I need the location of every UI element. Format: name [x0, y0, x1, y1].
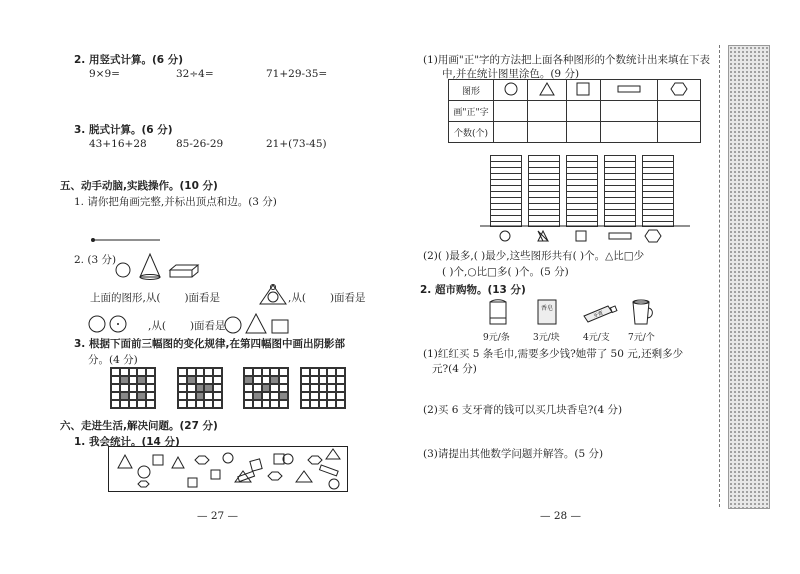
svg-text:牙膏: 牙膏 [592, 310, 605, 320]
bar-column-rectangle[interactable] [604, 155, 636, 227]
row-label: 画"正"字 [449, 101, 494, 122]
circle-views [88, 314, 148, 334]
section-6-title: 六、走进生活,解决问题。(27 分) [60, 420, 218, 432]
shop-q2: (2)买 6 支牙膏的钱可以买几块香皂?(4 分) [423, 404, 623, 416]
shop-q3: (3)请提出其他数学问题并解答。(5 分) [423, 448, 604, 460]
calc-item: 43+16+28 [89, 138, 147, 150]
shop-q1-line1: (1)红红买 5 条毛巾,需要多少钱?她带了 50 元,还剩多少 [423, 348, 684, 360]
tally-table [448, 79, 701, 143]
shape-circle-cell [494, 80, 528, 101]
row-label: 个数(个) [449, 122, 494, 143]
binding-strip [728, 45, 770, 509]
s5-q3: 3. 根据下面前三幅图的变化规律,在第四幅图中画出阴影部 [74, 338, 345, 350]
r-q2-line1: (2)( )最多,( )最少,这些图形共有( )个。△比□少 [423, 250, 645, 262]
tally-cell[interactable] [494, 101, 528, 122]
supermarket-title: 2. 超市购物。(13 分) [420, 284, 526, 296]
bar-column-circle[interactable] [490, 155, 522, 227]
q3-title: 3. 脱式计算。(6 分) [74, 124, 173, 136]
row-label: 图形 [449, 80, 494, 101]
s5-q2-text-3: ,从( )面看是 [148, 320, 226, 332]
count-cell[interactable] [566, 122, 600, 143]
calc-item: 71+29-35= [266, 68, 328, 80]
pattern-grid-1 [110, 367, 156, 409]
tally-cell[interactable] [528, 101, 567, 122]
shape-square-cell [566, 80, 600, 101]
pattern-grid-3 [243, 367, 289, 409]
tally-cell[interactable] [657, 101, 700, 122]
s5-q1: 1. 请你把角画完整,并标出顶点和边。(3 分) [74, 196, 277, 208]
pattern-grid-4-blank[interactable] [300, 367, 346, 409]
tally-cell[interactable] [566, 101, 600, 122]
r-q2-line2: ( )个,○比□多( )个。(5 分) [442, 266, 569, 278]
solid-shapes-figure [112, 250, 202, 280]
shape-hexagon-cell [657, 80, 700, 101]
price-toothpaste: 4元/支 [583, 333, 610, 343]
bar-column-hexagon[interactable] [642, 155, 674, 227]
calc-item: 32÷4= [176, 68, 214, 80]
cup-icon [630, 298, 656, 326]
s5-q2-text: 上面的图形,从( )面看是 [90, 292, 221, 304]
price-cup: 7元/个 [628, 333, 655, 343]
shop-q1-line2: 元?(4 分) [432, 363, 477, 375]
price-towel: 9元/条 [483, 333, 510, 343]
angle-ray [90, 235, 162, 245]
statistics-shapes-box [108, 446, 348, 492]
bar-column-triangle[interactable] [528, 155, 560, 227]
shape-triangle-cell [528, 80, 567, 101]
cut-line [719, 45, 720, 507]
calc-item: 9×9= [89, 68, 120, 80]
page-number-27: — 27 — [197, 510, 239, 522]
s6-q1: 1. 我会统计。(14 分) [74, 436, 180, 448]
calc-item: 21+(73-45) [266, 138, 327, 150]
answer-shape-options [224, 312, 294, 334]
count-cell[interactable] [494, 122, 528, 143]
s5-q3-cont: 分。(4 分) [88, 354, 138, 366]
svg-text:香皂: 香皂 [540, 305, 554, 312]
price-soap: 3元/块 [533, 333, 560, 343]
page-number-28: — 28 — [540, 510, 582, 522]
soap-icon [536, 298, 558, 326]
towel-icon [486, 298, 510, 326]
pattern-grid-2 [177, 367, 223, 409]
r-q1-line1: (1)用画"正"字的方法把上面各种图形的个数统计出来填在下表 [423, 54, 711, 66]
count-cell[interactable] [600, 122, 657, 143]
toothpaste-icon [582, 302, 618, 324]
tally-cell[interactable] [600, 101, 657, 122]
calc-item: 85-26-29 [176, 138, 224, 150]
q2-title: 2. 用竖式计算。(6 分) [74, 54, 184, 66]
count-cell[interactable] [528, 122, 567, 143]
s5-q2: 2. (3 分) [74, 254, 117, 266]
section-5-title: 五、动手动脑,实践操作。(10 分) [60, 180, 218, 192]
r-q1-line2: 中,并在统计图里涂色。(9 分) [442, 68, 580, 80]
s5-q2-text-2: ,从( )面看是 [288, 292, 366, 304]
shape-rectangle-cell [600, 80, 657, 101]
triangle-with-circles-view [258, 284, 288, 306]
count-cell[interactable] [657, 122, 700, 143]
bar-column-square[interactable] [566, 155, 598, 227]
bar-graph-axis [480, 225, 690, 245]
